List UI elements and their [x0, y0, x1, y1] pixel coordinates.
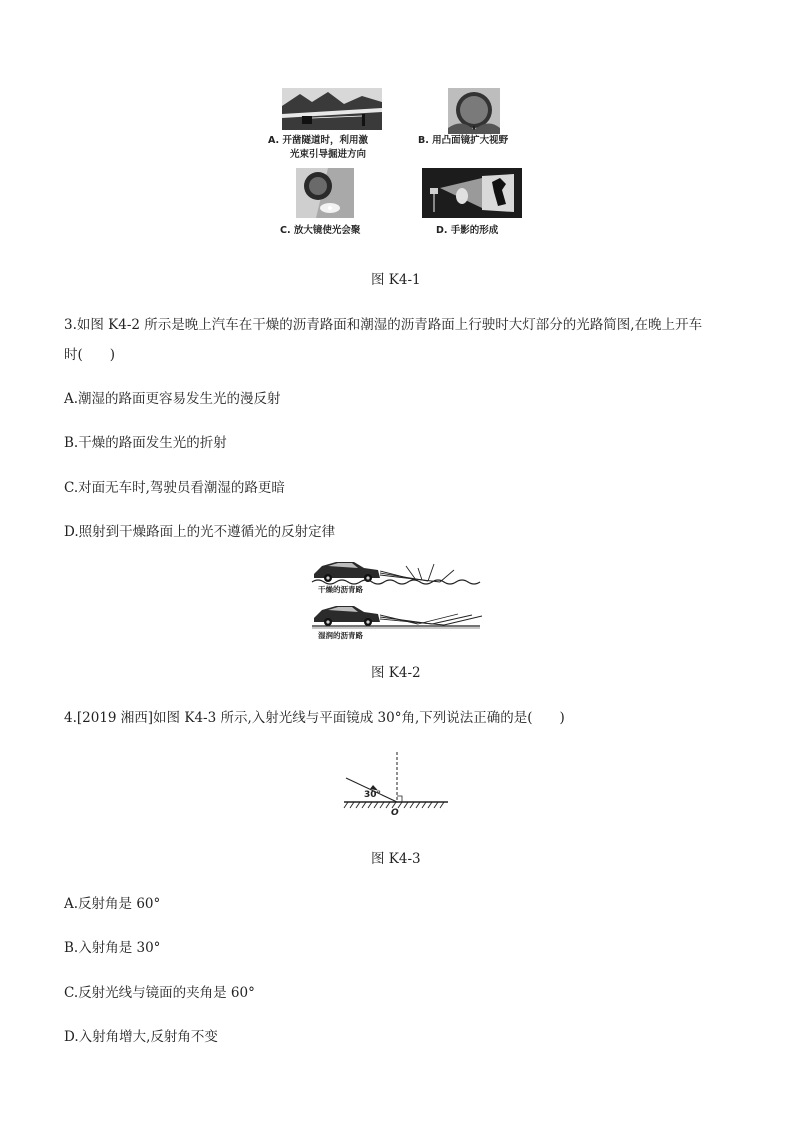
question-3-option-d: D.照射到干燥路面上的光不遵循光的反射定律: [64, 524, 336, 540]
caption-a-line1: A. 开凿隧道时，利用激: [268, 135, 368, 146]
caption-c: C. 放大镜使光会聚: [280, 225, 361, 236]
figure-k4-1: [260, 86, 540, 241]
question-4-option-a: A.反射角是 60°: [64, 896, 161, 912]
wet-road-label: 湿润的沥青路: [318, 631, 363, 640]
caption-a-line2: 光束引导掘进方向: [290, 149, 367, 160]
magnifier-image: [296, 168, 354, 218]
question-4-option-d: D.入射角增大,反射角不变: [64, 1029, 218, 1045]
question-3-stem-line1: 3.如图 K4-2 所示是晚上汽车在干燥的沥青路面和潮湿的沥青路面上行驶时大灯部分的光路简图,在晚上开车: [64, 317, 703, 333]
caption-d: D. 手影的形成: [436, 225, 499, 236]
dry-road-label: 干燥的沥青路: [318, 585, 363, 594]
figure-k4-2-label: 图 K4-2: [371, 665, 421, 681]
car-wet-icon: [314, 606, 380, 626]
question-4-option-c: C.反射光线与镜面的夹角是 60°: [64, 985, 255, 1001]
question-3-option-c: C.对面无车时,驾驶员看潮湿的路更暗: [64, 480, 285, 496]
question-3-option-b: B.干燥的路面发生光的折射: [64, 435, 227, 451]
question-4-option-b: B.入射角是 30°: [64, 940, 161, 956]
figure-k4-2: [308, 556, 488, 644]
car-dry-icon: [314, 562, 380, 582]
convex-mirror-image: [448, 88, 500, 134]
figure-k4-3: [340, 750, 452, 822]
angle-label: 30°: [364, 790, 382, 800]
question-3-stem-line2: 时( ): [64, 347, 116, 363]
figure-k4-3-label: 图 K4-3: [371, 851, 421, 867]
question-4-stem: 4.[2019 湘西]如图 K4-3 所示,入射光线与平面镜成 30°角,下列说法正确的是( ): [64, 710, 565, 726]
figure-k4-1-label: 图 K4-1: [371, 272, 421, 288]
caption-b: B. 用凸面镜扩大视野: [418, 135, 509, 146]
point-o-label: O: [391, 808, 399, 818]
question-3-option-a: A.潮湿的路面更容易发生光的漫反射: [64, 391, 281, 407]
hand-shadow-image: [422, 168, 522, 218]
tunnel-laser-image: [282, 88, 382, 130]
